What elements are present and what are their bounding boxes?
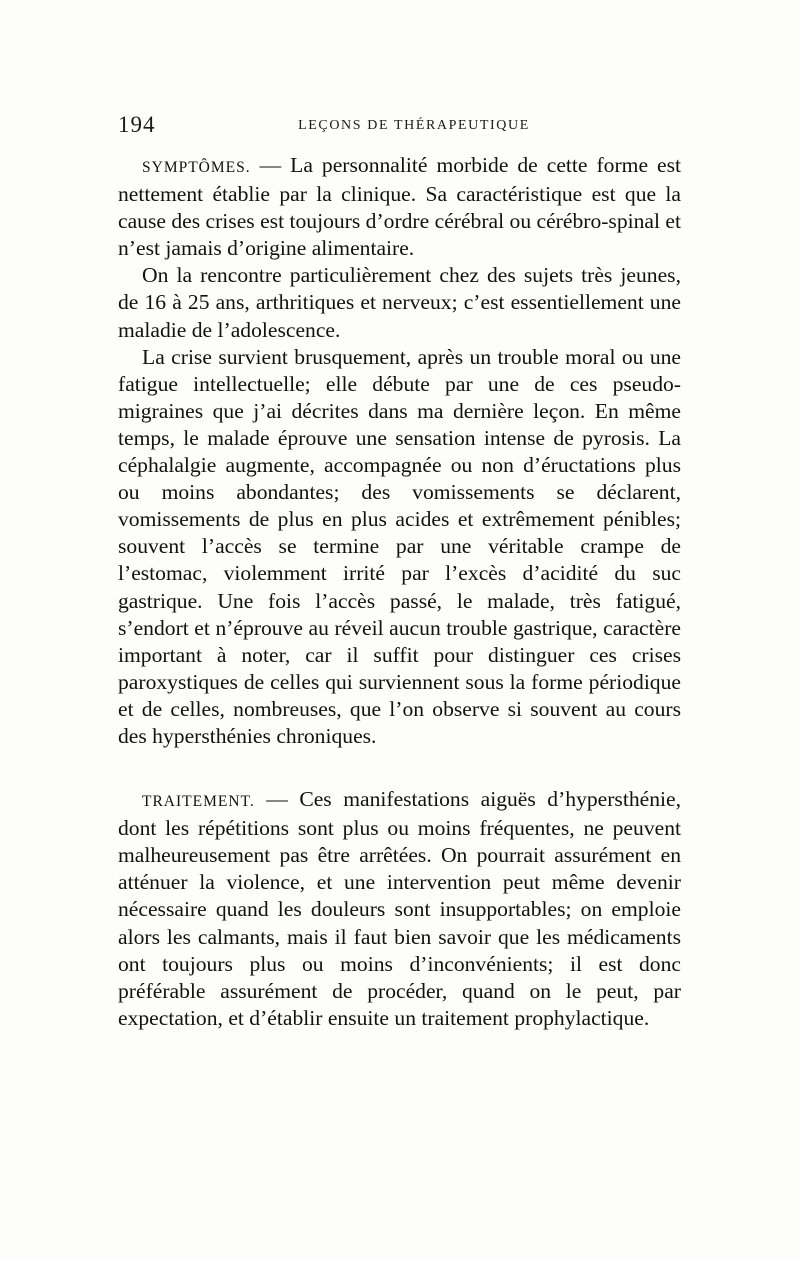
section-heading-symptomes: SYMPTÔMES. <box>142 159 251 176</box>
paragraph-traitement <box>118 786 681 1032</box>
paragraph-text: — La personnalité morbide de cette forme est nettement établie par la clinique. Sa caractéristique est que la cause des crises est toujours d’ordre cérébral ou cérébro-spinal et n’est jamais d’origine alimentaire. <box>118 153 681 261</box>
paragraph-symptomes-crise: La crise survient brusquement, après un trouble moral ou une fatigue intellectuelle; elle débute par une de ces pseudo-migraines que j’ai décrites dans ma dernière leçon. En même temps, le malade éprouve une sensation intense de pyrosis. La céphalalgie augmente, accompagnée ou non d’éructations plus ou moins abondantes; des vomissements se déclarent, vomissements de plus en plus acides et extrêmement pénibles; souvent l’accès se termine par une véritable crampe de l’estomac, violemment irrité par l’excès d’acidité du suc gastrique. Une fois l’accès passé, le malade, très fatigué, s’endort et n’éprouve au réveil aucun trouble gastrique, caractère important à noter, car il suffit pour distinguer ces crises paroxystiques de celles qui surviennent sous la forme périodique et de celles, nombreuses, que l’on observe si souvent au cours des hypersthénies chroniques. <box>118 344 681 748</box>
body-text <box>118 152 681 1032</box>
section-heading-traitement: TRAITEMENT. <box>142 793 255 811</box>
page-number: 194 <box>118 112 156 137</box>
paragraph-symptomes-intro <box>118 152 681 262</box>
page-header <box>118 112 680 142</box>
section-spacer <box>118 750 681 786</box>
paragraph-symptomes-age: On la rencontre particulièrement chez des sujets très jeunes, de 16 à 25 ans, arthritiques et nerveux; c’est essentiellement une maladie de l’adolescence. <box>118 263 681 342</box>
paragraph-text: — Ces manifestations aiguës d’hypersthénie, dont les répétitions sont plus ou moins fréquentes, ne peuvent malheureusement pas être arrêtées. On pourrait assurément en atténuer la violence, et une intervention peut même devenir nécessaire quand les douleurs sont insupportables; on emploie alors les calmants, mais il faut bien savoir que les médicaments ont toujours plus ou moins d’inconvénients; il est donc préférable assurément de procéder, quand on le peut, par expectation, et d’établir ensuite un traitement prophylactique. <box>118 787 681 1030</box>
running-title: LEÇONS DE THÉRAPEUTIQUE <box>298 118 530 133</box>
